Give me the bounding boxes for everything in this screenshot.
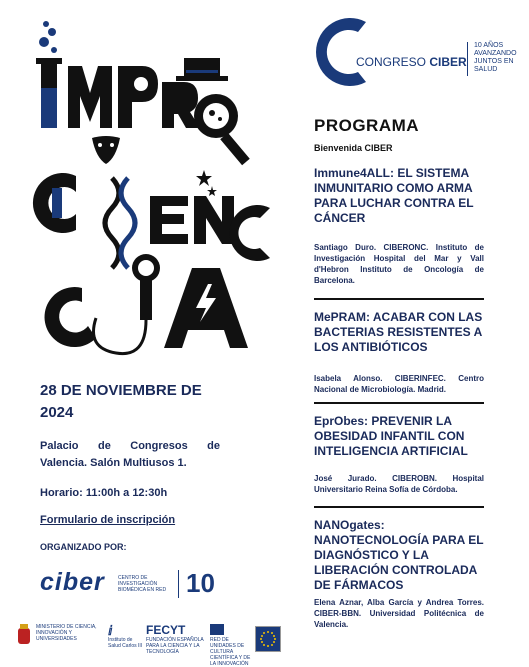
isciii-logo bbox=[108, 624, 144, 654]
section-divider bbox=[314, 506, 484, 508]
isciii-name: Instituto de Salud Carlos III bbox=[108, 637, 143, 649]
improciencia-illustration bbox=[16, 18, 278, 368]
session-title: Immune4ALL: EL SISTEMA INMUNITARIO COMO ARMA PARA LUCHAR CONTRA EL CÁNCER bbox=[314, 166, 474, 225]
session-speaker: Isabela Alonso. CIBERINFEC. Centro Nacional de Microbiología. Madrid. bbox=[314, 374, 484, 394]
logo-divider bbox=[178, 570, 179, 598]
session-title: EprObes: PREVENIR LA OBESIDAD INFANTIL CON INTELIGENCIA ARTIFICIAL bbox=[314, 414, 468, 458]
session-speaker: Elena Aznar, Alba García y Andrea Torres. CIBER-BBN. Universidad Politécnica de Valencia. bbox=[314, 598, 484, 629]
session-title: NANOgates: NANOTECNOLOGÍA PARA EL DIAGNÓSTICO Y LA LIBERACIÓN CONTROLADA DE FÁRMACOS bbox=[314, 518, 484, 592]
coat-of-arms-icon bbox=[16, 624, 32, 646]
program-title: PROGRAMA bbox=[314, 116, 420, 135]
congress-label-light: CONGRESO bbox=[356, 55, 427, 69]
organized-by-label: ORGANIZADO POR: bbox=[40, 542, 127, 552]
event-venue: Palacio de Congresos de Valencia. Salón Multiusos 1. bbox=[40, 440, 220, 469]
isciii-mark-icon: ⅈ bbox=[108, 623, 113, 638]
eu-flag-icon bbox=[255, 626, 281, 652]
ministry-name: MINISTERIO DE CIENCIA, INNOVACIÓN Y UNIVERSIDADES bbox=[36, 624, 97, 642]
event-date: 28 DE NOVIEMBRE DE 2024 bbox=[40, 382, 202, 421]
congress-name bbox=[356, 55, 467, 69]
session-item bbox=[314, 310, 484, 395]
ciber-logo: ciber bbox=[40, 568, 105, 596]
science-network-logo bbox=[210, 624, 254, 667]
session-item bbox=[314, 166, 484, 286]
ciber-description: CENTRO DE INVESTIGACIÓN BIOMÉDICA EN RED bbox=[118, 575, 167, 593]
congress-tagline: 10 AÑOS AVANZANDO JUNTOS EN SALUD bbox=[474, 42, 517, 73]
congreso-c-logo-icon bbox=[312, 16, 372, 86]
section-divider bbox=[314, 402, 484, 404]
session-speaker: José Jurado. CIBEROBN. Hospital Universitario Reina Sofía de Córdoba. bbox=[314, 474, 484, 494]
section-divider bbox=[314, 298, 484, 300]
fecyt-logo bbox=[146, 624, 206, 654]
event-time: Horario: 11:00h a 12:30h bbox=[40, 487, 168, 499]
fecyt-name: FECYT bbox=[146, 623, 186, 637]
session-item bbox=[314, 518, 484, 630]
ciber-anniversary-logo: 10 bbox=[186, 568, 215, 598]
congress-label-bold: CIBER bbox=[429, 55, 467, 69]
session-title: MePRAM: ACABAR CON LAS BACTERIAS RESISTENTES A LOS ANTIBIÓTICOS bbox=[314, 310, 483, 354]
session-item bbox=[314, 414, 484, 495]
network-grid-icon bbox=[210, 624, 224, 635]
header-divider bbox=[467, 42, 468, 76]
fecyt-description: FUNDACIÓN ESPAÑOLA PARA LA CIENCIA Y LA TECNOLOGÍA bbox=[146, 637, 204, 655]
welcome-item: Bienvenida CIBER bbox=[314, 143, 393, 153]
registration-form-link[interactable]: Formulario de inscripción bbox=[40, 514, 176, 526]
network-name: RED DE UNIDADES DE CULTURA CIENTÍFICA Y DE LA INNOVACIÓN bbox=[210, 637, 251, 667]
ministry-logo bbox=[16, 624, 106, 654]
improciencia-artwork bbox=[16, 18, 278, 368]
session-speaker: Santiago Duro. CIBERONC. Instituto de Investigación Hospital del Mar y Vall d'Hebron Instituto de Oncología de Barcelona. bbox=[314, 243, 484, 285]
